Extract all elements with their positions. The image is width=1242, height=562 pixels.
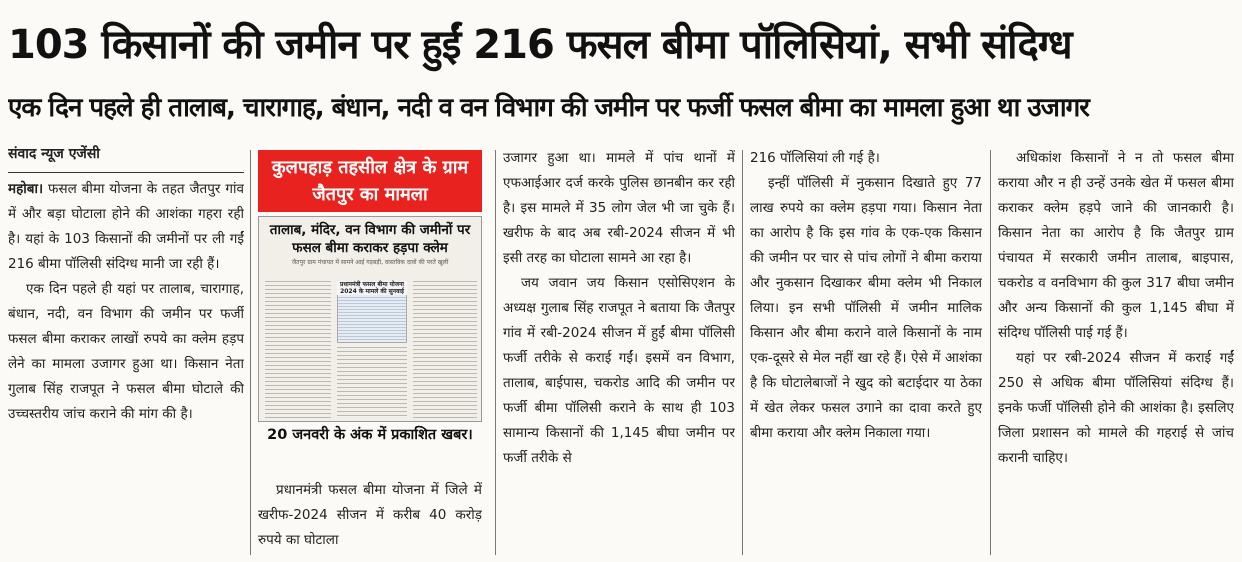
clipping-banner: कुलपहाड़ तहसील क्षेत्र के ग्राम जैतपुर का मामला bbox=[258, 150, 482, 212]
subheadline: एक दिन पहले ही तालाब, चारागाह, बंधान, नदी व वन विभाग की जमीन पर फर्जी फसल बीमा का मामला हुआ था उजागर bbox=[8, 93, 1089, 123]
byline-rule bbox=[8, 172, 244, 173]
column-divider bbox=[495, 150, 496, 555]
paragraph: एक दिन पहले ही यहां पर तालाब, चारागाह, बंधान, नदी, वन विभाग की जमीन पर फर्जी फसल बीमा कराकर लाखों रुपये का क्लेम हड़प लेने का मामला उजागर हुआ था। किसान नेता गुलाब सिंह राजपूत ने फसल बीमा घोटाले की उच्चस्तरीय जांच कराने की मांग की है। bbox=[8, 281, 244, 422]
column-divider bbox=[250, 150, 251, 555]
clipping-subline: जैतपुर ग्राम पंचायत में सामने आई गड़बड़ी, वास्तविक दावों की परतें खुलीं bbox=[291, 259, 449, 266]
article-column-4 bbox=[750, 146, 982, 562]
paragraph: उजागर हुआ था। मामले में पांच थानों में एफआईआर दर्ज करके पुलिस छानबीन कर रही है। इस मामले में 35 लोग जेल भी जा चुके हैं। खरीफ के बाद अब रबी-2024 सीजन में भी इसी तरह का घोटाला सामने आ रहा है। bbox=[503, 150, 735, 266]
paragraph: 216 पॉलिसियां ली गई है। bbox=[750, 150, 880, 166]
paragraph: इन्हीं पॉलिसी में नुकसान दिखाते हुए 77 लाख रुपये का क्लेम हड़पा गया। किसान नेता का आरोप है कि इस गांव के एक-एक किसान की जमीन पर चार से पांच लोगों ने बीमा कराया और नुकसान दिखाकर बीमा क्लेम भी निकाल लिया। इन सभी पॉलिसी में जमीन मालिक किसान और बीमा कराने वाले किसानों के नाम एक-दूसरे से मेल नहीं खा रहे हैं। ऐसे में आशंका है कि घोटालेबाजों ने खुद को बटाईदार या ठेका में खेत लेकर फसल उगाने का दावा करते हुए बीमा कराया और क्लेम निकाला गया। bbox=[750, 175, 982, 441]
newspaper-clipping bbox=[258, 216, 482, 422]
column-divider bbox=[990, 150, 991, 555]
headline: 103 किसानों की जमीन पर हुईं 216 फसल बीमा पॉलिसियां, सभी संदिग्ध bbox=[8, 22, 1072, 68]
byline: संवाद न्यूज एजेंसी bbox=[8, 146, 100, 162]
article-column-3 bbox=[503, 146, 735, 562]
clipping-text-block bbox=[265, 281, 331, 419]
paragraph: यहां पर रबी-2024 सीजन में कराई गईं 250 से अधिक बीमा पॉलिसियां संदिग्ध हैं। इनके फर्जी पॉलिसी होने की आशंका है। इसलिए जिला प्रशासन को मामले की गहराई से जांच करानी चाहिए। bbox=[998, 350, 1234, 466]
paragraph: अधिकांश किसानों ने न तो फसल बीमा कराया और न ही उन्हें उनके खेत में फसल बीमा कराकर क्लेम हड़पे जाने की जानकारी है। किसान नेता का आरोप है कि जैतपुर ग्राम पंचायत में सरकारी जमीन तालाब, बाइपास, चकरोड व वनविभाग की कुल 317 बीघा जमीन और अन्य किसानों की कुल 1,145 बीघा में संदिग्ध पॉलिसी पाई गई हैं। bbox=[998, 150, 1234, 341]
paragraph: जय जवान जय किसान एसोसिएशन के अध्यक्ष गुलाब सिंह राजपूत ने बताया कि जैतपुर गांव में रबी-2024 सीजन में हुईं बीमा पॉलिसी फर्जी तरीके से कराई गईं। इसमें वन विभाग, तालाब, बाईपास, चकरोड आदि की जमीन पर फर्जी बीमा पॉलिसी कराने के साथ ही 103 सामान्य किसानों की 1,145 बीघा जमीन पर फर्जी तरीके से bbox=[503, 275, 735, 466]
clipping-photo-caption: प्रधानमंत्री फसल बीमा योजना 2024 के मामले की सुनवाई bbox=[337, 281, 407, 295]
paragraph-text: फसल बीमा योजना के तहत जैतपुर गांव में और बड़ा घोटाला होने की आशंका गहरा रही है। यहां के 103 किसानों की जमीनों पर ली गईं 216 बीमा पॉलिसी संदिग्ध मानी जा रही हैं। bbox=[8, 181, 244, 272]
clipping-text-block bbox=[337, 347, 407, 419]
article-column-1 bbox=[8, 140, 244, 560]
clipping-text-block bbox=[413, 281, 477, 419]
clipping-headline: तालाब, मंदिर, वन विभाग की जमीनों पर फसल बीमा कराकर हड़पा क्लेम bbox=[269, 222, 471, 256]
paragraph: प्रधानमंत्री फसल बीमा योजना में जिले में खरीफ-2024 सीजन में करीब 40 करोड़ रुपये का घोटाला bbox=[258, 482, 482, 548]
dateline: महोबा। bbox=[8, 181, 44, 197]
article-column-5 bbox=[998, 146, 1234, 562]
paragraph bbox=[8, 177, 244, 277]
article-column-2 bbox=[258, 478, 482, 558]
column-divider bbox=[742, 150, 743, 555]
clipping-caption: 20 जनवरी के अंक में प्रकाशित खबर। bbox=[267, 427, 473, 443]
